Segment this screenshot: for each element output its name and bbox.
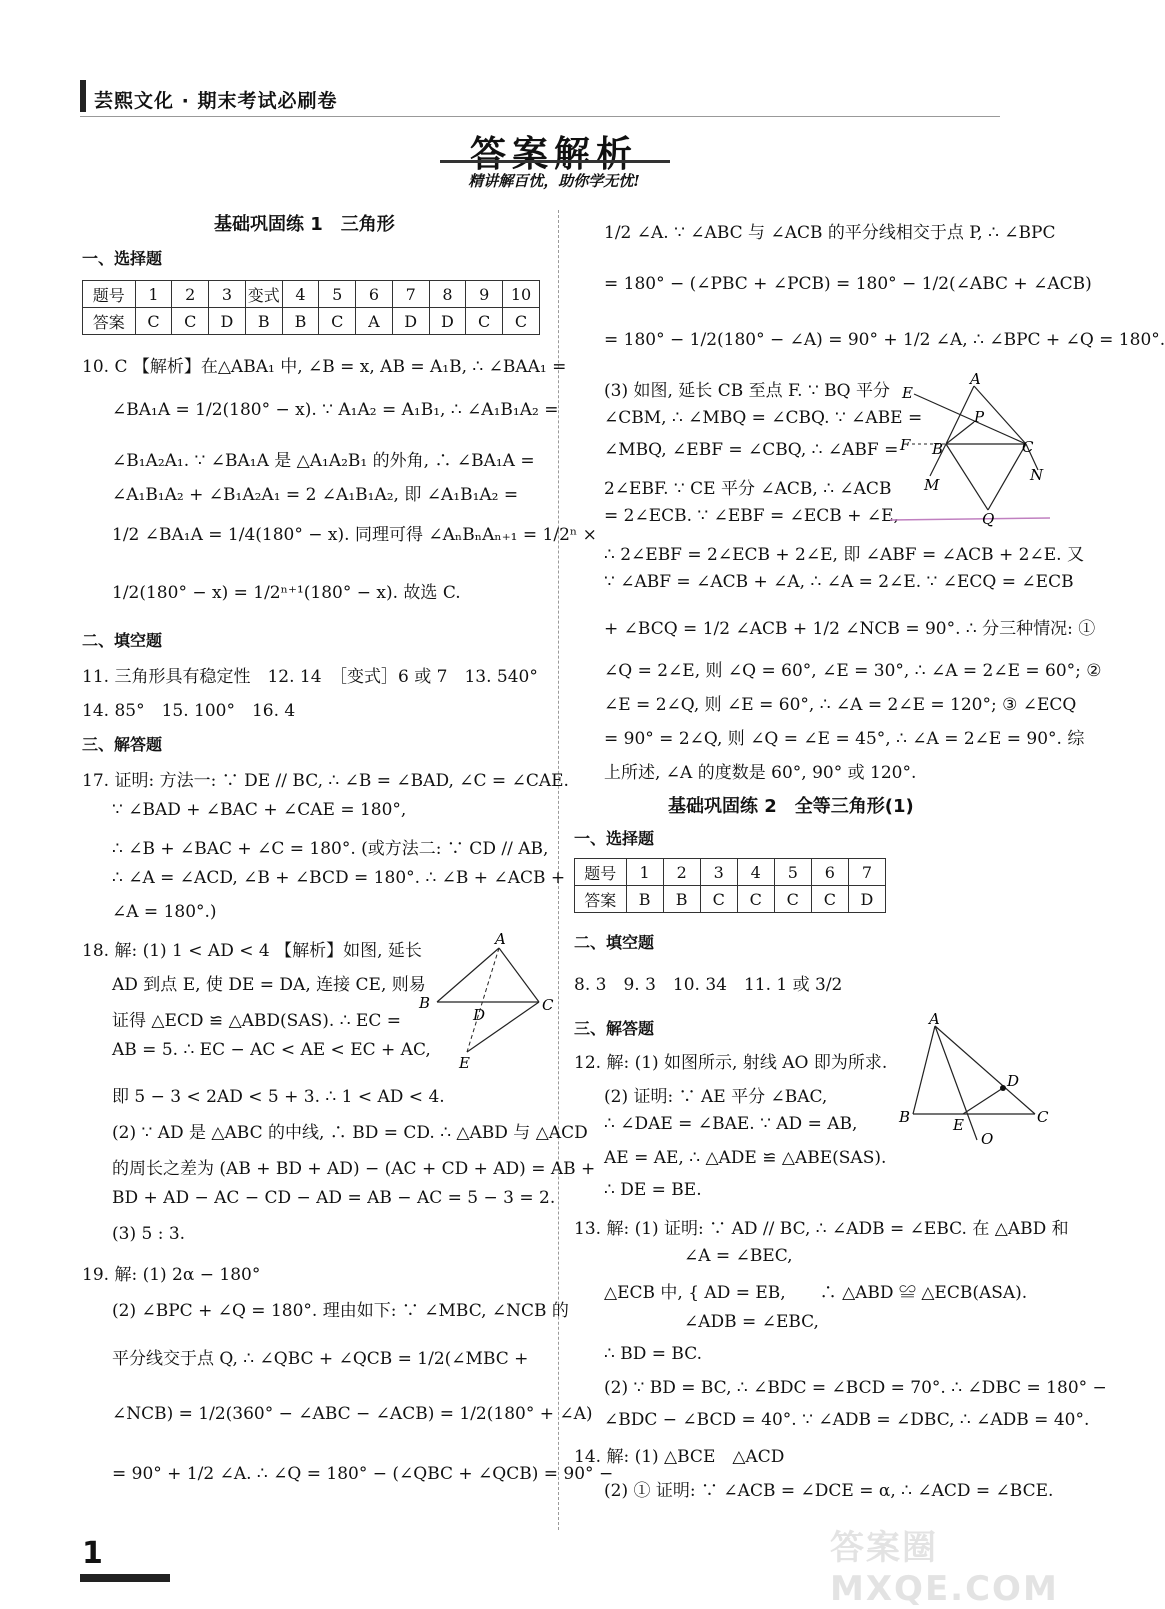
section-heading-choice-2: 一、选择题 xyxy=(574,829,655,848)
header-rule xyxy=(80,116,1000,117)
point-label: D xyxy=(1007,1072,1020,1090)
text-line: (2) ∵ BD = BC, ∴ ∠BDC = ∠BCD = 70°. ∴ ∠DBC = 180° − xyxy=(604,1378,1107,1398)
running-header xyxy=(80,80,1000,114)
section-heading-choice: 一、选择题 xyxy=(82,249,163,268)
point-label: E xyxy=(459,1054,470,1072)
table-cell: 9 xyxy=(466,281,503,308)
text-line: ∠BA₁A = 1/2(180° − x). ∵ A₁A₂ = A₁B₁, ∴ ∠A₁B₁A₂ = xyxy=(112,400,559,420)
table-cell: B xyxy=(663,886,700,913)
point-label: O xyxy=(981,1130,994,1148)
text-line: = 2∠ECB. ∵ ∠EBF = ∠ECB + ∠E, xyxy=(604,506,899,526)
text-line: ∴ ∠A = ∠ACD, ∠B + ∠BCD = 180°. ∴ ∠B + ∠ACB + xyxy=(112,868,566,888)
point-label: A xyxy=(970,370,981,388)
table-cell: 6 xyxy=(811,859,848,886)
text-line: 14. 解: (1) △BCE △ACD xyxy=(574,1447,785,1467)
text-line: 1/2 ∠BA₁A = 1/4(180° − x). 同理可得 ∠AₙBₙAₙ₊₁ = 1/2ⁿ × xyxy=(112,525,597,545)
text-line: ∠B₁A₂A₁. ∵ ∠BA₁A 是 △A₁A₂B₁ 的外角, ∴ ∠BA₁A = xyxy=(112,451,535,471)
figure-triangle-18 xyxy=(415,930,565,1080)
text-line: 10. C 【解析】在△ABA₁ 中, ∠B = x, AB = A₁B, ∴ ∠BAA₁ = xyxy=(82,357,567,377)
table-cell: 10 xyxy=(503,281,540,308)
text-line: ∠E = 2∠Q, 则 ∠E = 60°, ∴ ∠A = 2∠E = 120°; ③ ∠ECQ xyxy=(604,695,1077,715)
text-line: 即 5 − 3 < 2AD < 5 + 3. ∴ 1 < AD < 4. xyxy=(112,1087,445,1107)
table-cell: 2 xyxy=(663,859,700,886)
text-line: ∠NCB) = 1/2(360° − ∠ABC − ∠ACB) = 1/2(180° + ∠A) xyxy=(112,1404,593,1424)
text-line: (2) 证明: ∵ AE 平分 ∠BAC, xyxy=(604,1087,828,1107)
table-cell: 答案 xyxy=(83,308,136,335)
point-label: P xyxy=(974,408,985,426)
answer-table-2 xyxy=(574,858,886,913)
text-line: = 180° − (∠PBC + ∠PCB) = 180° − 1/2(∠ABC + ∠ACB) xyxy=(604,274,1092,294)
text-line: (2) ∠BPC + ∠Q = 180°. 理由如下: ∵ ∠MBC, ∠NCB 的 xyxy=(112,1301,569,1321)
text-line: 三、解答题 xyxy=(574,1019,655,1038)
table-cell: 7 xyxy=(848,859,885,886)
point-label: N xyxy=(1030,466,1044,484)
point-label: B xyxy=(932,440,944,458)
table-cell: C xyxy=(700,886,737,913)
point-label: M xyxy=(924,476,940,494)
text-line: ∠MBQ, ∠EBF = ∠CBQ, ∴ ∠ABF = xyxy=(604,440,899,460)
table-cell: C xyxy=(774,886,811,913)
text-line: 13. 解: (1) 证明: ∵ AD // BC, ∴ ∠ADB = ∠EBC. 在 △ABD 和 xyxy=(574,1219,1069,1239)
text-line: △ECB 中, { AD = EB, ∴ △ABD ≌ △ECB(ASA). xyxy=(604,1283,1028,1303)
table-cell: 8 xyxy=(429,281,466,308)
table-cell: D xyxy=(392,308,429,335)
text-line: 1/2 ∠A. ∵ ∠ABC 与 ∠ACB 的平分线相交于点 P, ∴ ∠BPC xyxy=(604,223,1056,243)
text-line: (3) 如图, 延长 CB 至点 F. ∵ BQ 平分 xyxy=(604,381,891,401)
point-label: A xyxy=(929,1010,940,1028)
table-cell: C xyxy=(135,308,172,335)
text-line: ∠A = 180°.) xyxy=(112,902,217,922)
table-row-answers xyxy=(83,308,540,335)
table-cell: 2 xyxy=(172,281,209,308)
text-line: 18. 解: (1) 1 < AD < 4 【解析】如图, 延长 xyxy=(82,941,422,961)
text-line: 11. 三角形具有稳定性 12. 14 ［变式］6 或 7 13. 540° xyxy=(82,667,538,687)
title-rule xyxy=(440,160,670,163)
text-line: 的周长之差为 (AB + BD + AD) − (AC + CD + AD) = AB + xyxy=(112,1159,596,1179)
text-line: + ∠BCQ = 1/2 ∠ACB + 1/2 ∠NCB = 90°. ∴ 分三种情况: ① xyxy=(604,619,1096,639)
text-line: (2) ① 证明: ∵ ∠ACB = ∠DCE = α, ∴ ∠ACD = ∠BCE. xyxy=(604,1481,1054,1501)
figure-triangle-19 xyxy=(900,372,1060,532)
table-cell: 5 xyxy=(774,859,811,886)
table-cell: 答案 xyxy=(575,886,627,913)
point-label: B xyxy=(899,1108,911,1126)
table-cell: C xyxy=(737,886,774,913)
header-bar xyxy=(80,80,86,112)
text-line: ∠ADB = ∠EBC, xyxy=(684,1312,819,1332)
table-cell: 1 xyxy=(626,859,663,886)
table-cell: B xyxy=(282,308,319,335)
text-line: = 90° = 2∠Q, 则 ∠Q = ∠E = 45°, ∴ ∠A = 2∠E = 90°. 综 xyxy=(604,729,1085,749)
table-row-header xyxy=(575,859,886,886)
table-cell: C xyxy=(319,308,356,335)
text-line: ∴ ∠B + ∠BAC + ∠C = 180°. (或方法二: ∵ CD // AB, xyxy=(112,839,549,859)
watermark: 答案圈 MXQE.COM xyxy=(830,1528,1059,1609)
text-line: AD 到点 E, 使 DE = DA, 连接 CE, 则易 xyxy=(112,975,426,995)
text-line: ∵ ∠ABF = ∠ACB + ∠A, ∴ ∠A = 2∠E. ∵ ∠ECQ = ∠ECB xyxy=(604,572,1074,592)
text-line: ∴ ∠DAE = ∠BAE. ∵ AD = AB, xyxy=(604,1114,858,1134)
table-cell: 1 xyxy=(135,281,172,308)
text-line: 证得 △ECD ≌ △ABD(SAS). ∴ EC = xyxy=(112,1011,401,1031)
table-row-answers xyxy=(575,886,886,913)
table-cell: C xyxy=(811,886,848,913)
text-line: (3) 5 : 3. xyxy=(112,1224,186,1244)
text-line: 19. 解: (1) 2α − 180° xyxy=(82,1265,261,1285)
point-label: C xyxy=(542,996,554,1014)
page-number-bar xyxy=(80,1574,170,1582)
table-cell: 7 xyxy=(392,281,429,308)
answer-table-1 xyxy=(82,280,540,335)
table-cell: 题号 xyxy=(83,281,136,308)
text-line: AE = AE, ∴ △ADE ≌ △ABE(SAS). xyxy=(604,1148,887,1168)
text-line: ∠BDC − ∠BCD = 40°. ∵ ∠ADB = ∠DBC, ∴ ∠ADB = 40°. xyxy=(604,1410,1090,1430)
text-line: = 180° − 1/2(180° − ∠A) = 90° + 1/2 ∠A, ∴ ∠BPC + ∠Q = 180°. xyxy=(604,330,1165,350)
point-label: E xyxy=(953,1116,964,1134)
point-label: B xyxy=(419,994,431,1012)
header-title: 芸熙文化 · 期末考试必刷卷 xyxy=(94,90,338,112)
point-label: Q xyxy=(982,510,995,528)
text-line: 17. 证明: 方法一: ∵ DE // BC, ∴ ∠B = ∠BAD, ∠C = ∠CAE. xyxy=(82,771,569,791)
text-line: 1/2(180° − x) = 1/2ⁿ⁺¹(180° − x). 故选 C. xyxy=(112,583,461,603)
table-cell: D xyxy=(209,308,246,335)
text-line: 二、填空题 xyxy=(82,631,163,650)
table-cell: 题号 xyxy=(575,859,627,886)
section-title-2: 基础巩固练 2 全等三角形(1) xyxy=(668,796,914,817)
text-line: 2∠EBF. ∵ CE 平分 ∠ACB, ∴ ∠ACB xyxy=(604,479,892,499)
page-title: 答案解析 xyxy=(469,134,638,175)
text-line: AB = 5. ∴ EC − AC < AE < EC + AC, xyxy=(112,1040,431,1060)
table-cell: B xyxy=(245,308,282,335)
figure-triangle-12 xyxy=(895,1010,1055,1150)
text-line: BD + AD − AC − CD − AD = AB − AC = 5 − 3 = 2. xyxy=(112,1188,556,1208)
table-cell: 4 xyxy=(737,859,774,886)
table-cell: C xyxy=(466,308,503,335)
text-line: ∵ ∠BAD + ∠BAC + ∠CAE = 180°, xyxy=(112,800,407,820)
text-line: ∠CBM, ∴ ∠MBQ = ∠CBQ. ∵ ∠ABE = xyxy=(604,408,923,428)
table-cell: C xyxy=(503,308,540,335)
text-line: ∴ 2∠EBF = 2∠ECB + 2∠E, 即 ∠ABF = ∠ACB + 2∠E. 又 xyxy=(604,545,1084,565)
point-label: A xyxy=(495,930,506,948)
point-label: D xyxy=(473,1006,486,1024)
table-cell: D xyxy=(429,308,466,335)
point-label: C xyxy=(1022,438,1034,456)
table-cell: 变式 xyxy=(245,281,282,308)
section-title-1: 基础巩固练 1 三角形 xyxy=(214,214,395,235)
table-cell: B xyxy=(626,886,663,913)
table-cell: 5 xyxy=(319,281,356,308)
table-cell: C xyxy=(172,308,209,335)
text-line: 二、填空题 xyxy=(574,933,655,952)
text-line: 14. 85° 15. 100° 16. 4 xyxy=(82,701,296,721)
table-cell: 3 xyxy=(700,859,737,886)
text-line: 上所述, ∠A 的度数是 60°, 90° 或 120°. xyxy=(604,763,917,783)
table-row-header xyxy=(83,281,540,308)
text-line: 平分线交于点 Q, ∴ ∠QBC + ∠QCB = 1/2(∠MBC + xyxy=(112,1349,529,1369)
table-cell: 3 xyxy=(209,281,246,308)
table-cell: D xyxy=(848,886,885,913)
text-line: ∠Q = 2∠E, 则 ∠Q = 60°, ∠E = 30°, ∴ ∠A = 2∠E = 60°; ② xyxy=(604,661,1102,681)
text-line: ∴ BD = BC. xyxy=(604,1344,703,1364)
page-number: 1 xyxy=(82,1536,103,1571)
text-line: 12. 解: (1) 如图所示, 射线 AO 即为所求. xyxy=(574,1053,888,1073)
table-cell: 6 xyxy=(356,281,393,308)
text-line: ∠A₁B₁A₂ + ∠B₁A₂A₁ = 2 ∠A₁B₁A₂, 即 ∠A₁B₁A₂ = xyxy=(112,485,519,505)
page-subtitle: 精讲解百忧，助你学无忧! xyxy=(468,172,640,190)
point-label: C xyxy=(1037,1108,1049,1126)
text-line: ∠A = ∠BEC, xyxy=(684,1246,793,1266)
text-line: ∴ DE = BE. xyxy=(604,1180,702,1200)
table-cell: A xyxy=(356,308,393,335)
point-label: F xyxy=(900,436,911,454)
text-line: 8. 3 9. 3 10. 34 11. 1 或 3/2 xyxy=(574,975,843,995)
table-cell: 4 xyxy=(282,281,319,308)
text-line: (2) ∵ AD 是 △ABC 的中线, ∴ BD = CD. ∴ △ABD 与 △ACD xyxy=(112,1123,588,1143)
text-line: = 90° + 1/2 ∠A. ∴ ∠Q = 180° − (∠QBC + ∠QCB) = 90° − xyxy=(112,1464,614,1484)
text-line: 三、解答题 xyxy=(82,735,163,754)
point-label: E xyxy=(902,384,913,402)
